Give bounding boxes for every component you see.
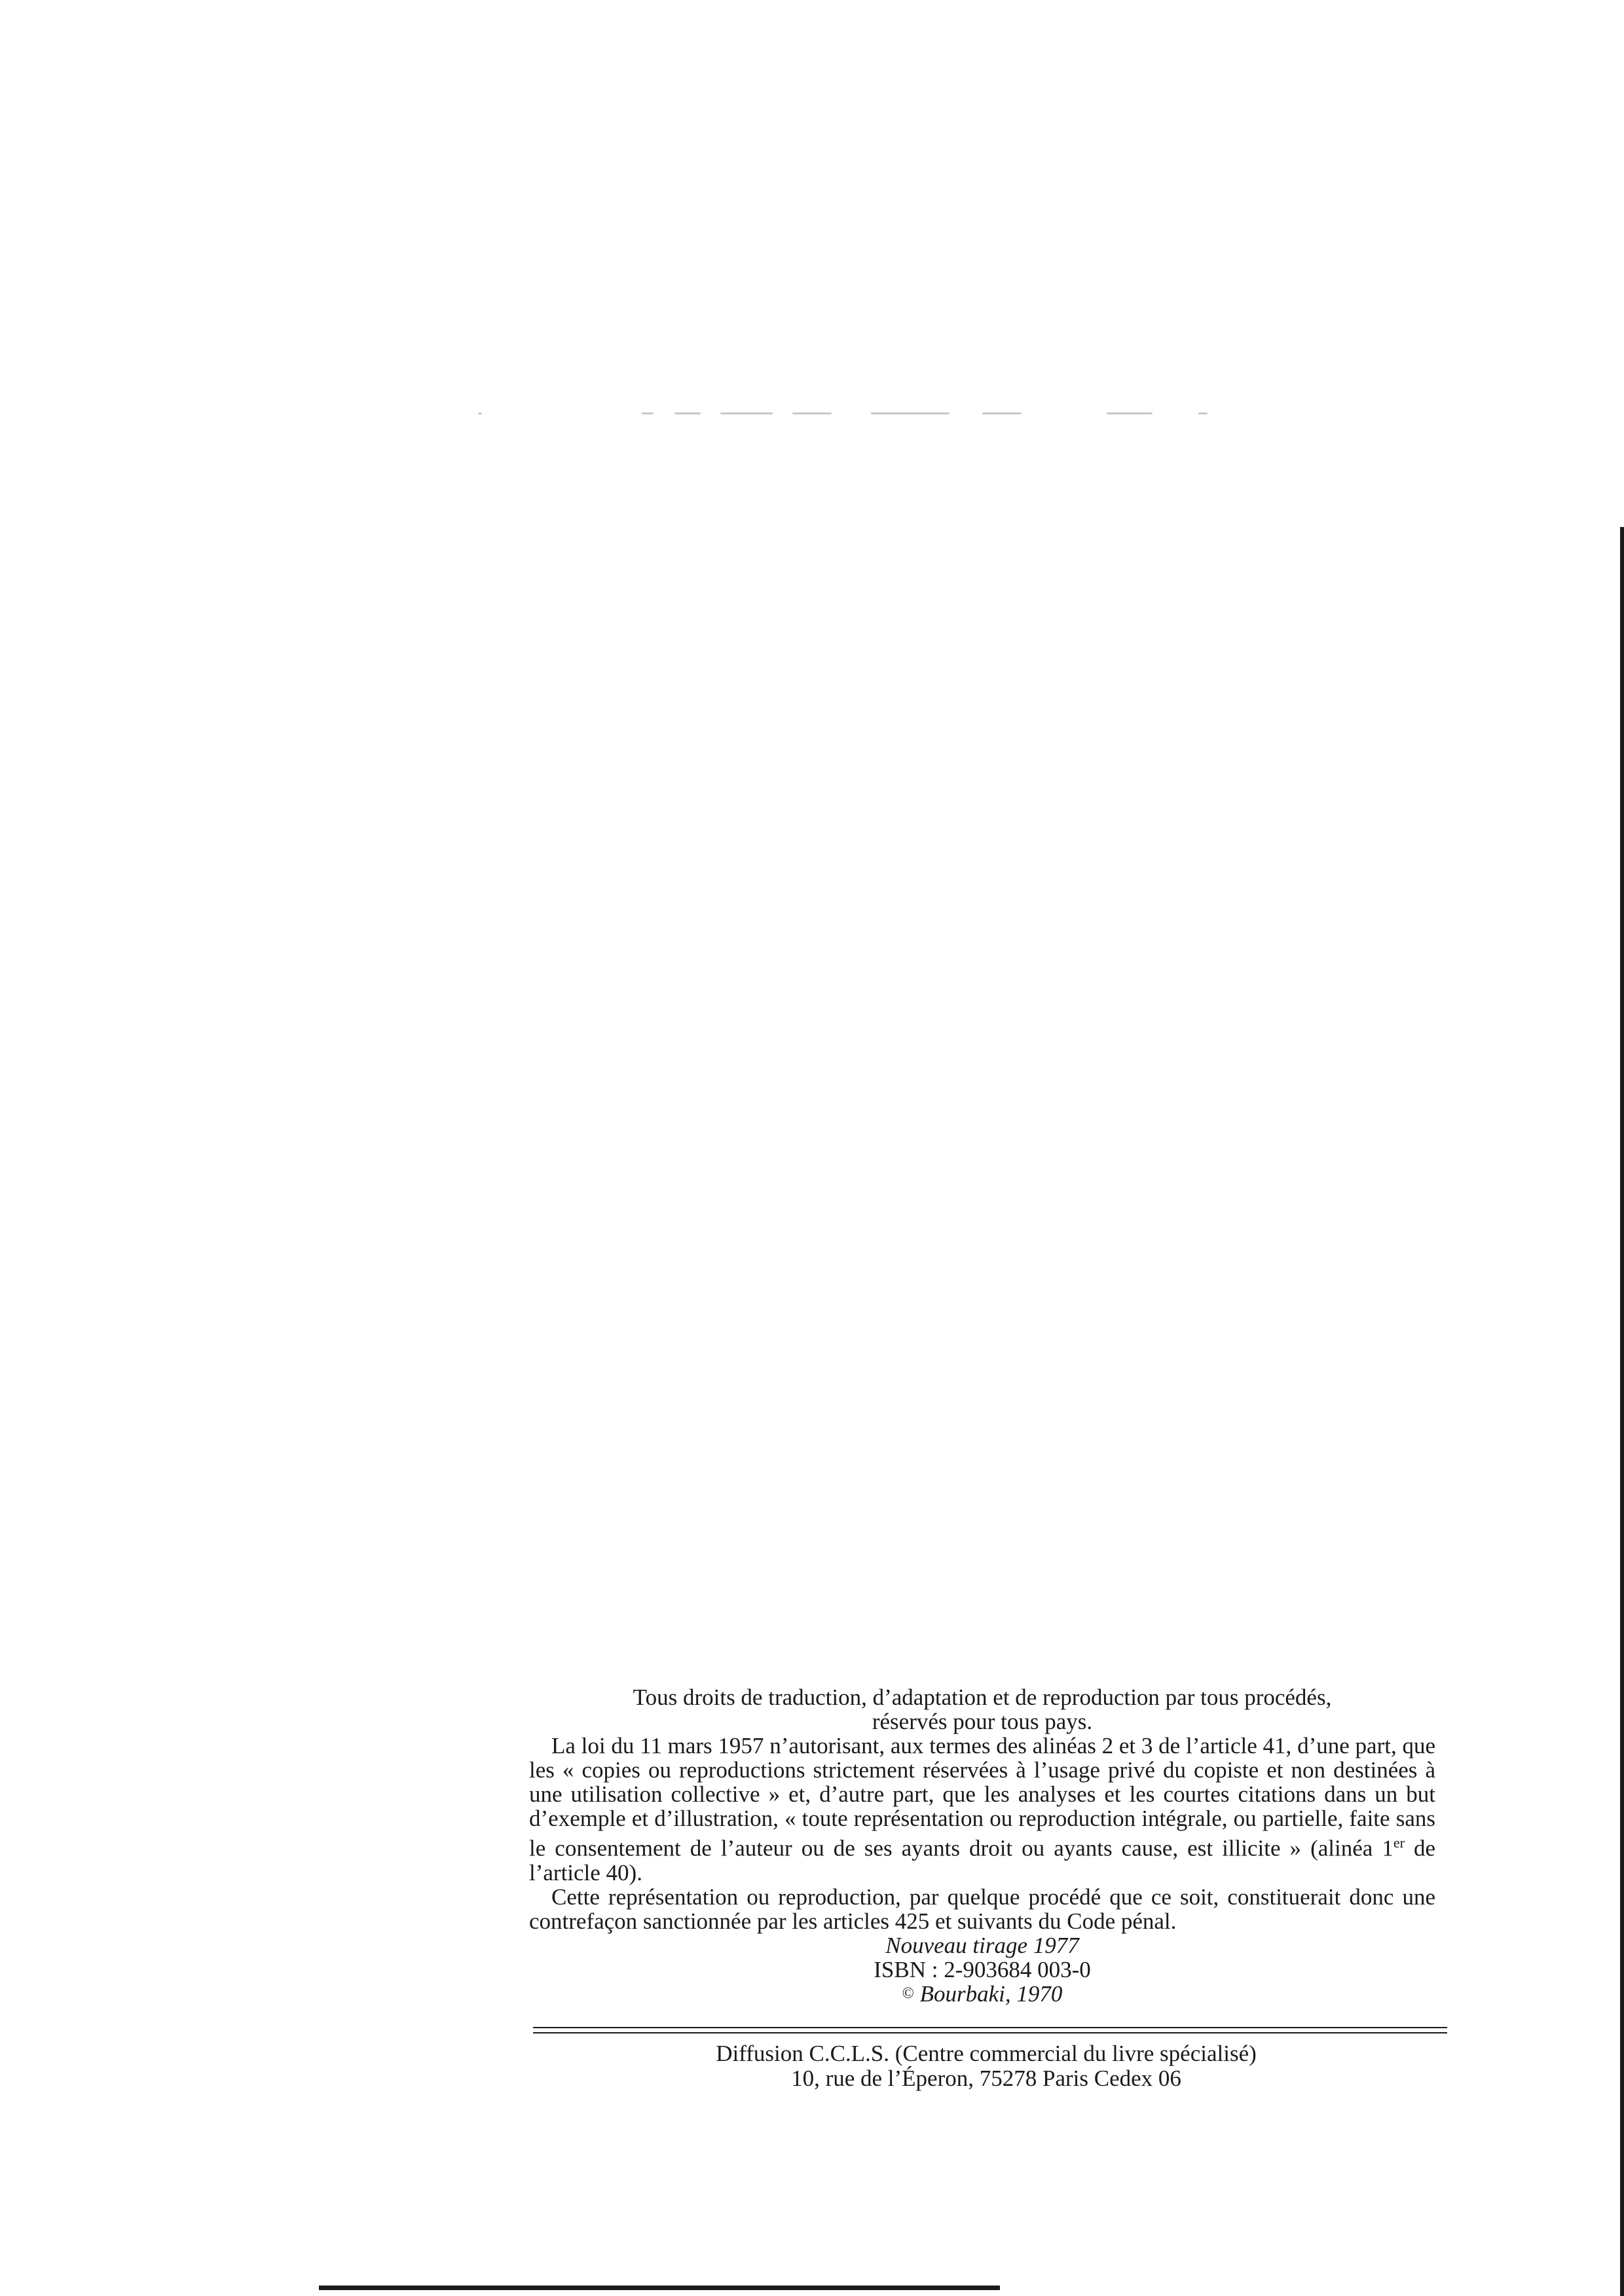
separator-rule-bottom [533, 2032, 1447, 2033]
distribution-notice [529, 2041, 1443, 2091]
scan-edge-right [1620, 527, 1624, 2296]
law-paragraph-1-end: de l’article 40). [529, 1835, 1435, 1886]
rights-heading-line-2: réservés pour tous pays. [872, 1709, 1093, 1734]
distribution-line-1: Diffusion C.C.L.S. (Centre commercial du livre spécialisé) [716, 2041, 1257, 2066]
law-paragraph-2: Cette représentation ou reproduction, par quelque procédé que ce soit, constituerait donc une contrefaçon sanctionnée par les articles 425 et suivants du Code pénal. [529, 1884, 1435, 1934]
law-paragraph-1-text: La loi du 11 mars 1957 n’autorisant, aux termes des alinéas 2 et 3 de l’article 41, d’une part, que les « copies ou reproductions strictement réservées à l’usage privé du copiste et non destinées à une utilisation collective » et, d’autre part, que les analyses et les courtes citations dans un but d’exemple et d’illustration, « toute représentation ou reproduction intégrale, ou partielle, faite sans le consentement de l’auteur ou de ses ayants droit ou ayants cause, est illicite » (alinéa 1 [529, 1733, 1435, 1861]
isbn-line: ISBN : 2-903684 003-0 [874, 1956, 1091, 1982]
scan-edge-bottom [319, 2286, 1000, 2290]
law-paragraph-1 [529, 1734, 1435, 1885]
law-paragraph-1-superscript: er [1393, 1834, 1405, 1851]
printing-line: Nouveau tirage 1977 [885, 1932, 1079, 1958]
copyright-symbol: © [902, 1984, 914, 2002]
scan-noise [478, 412, 1225, 423]
copyright-line [529, 1982, 1435, 2006]
rights-heading-line-1: Tous droits de traduction, d’adaptation et de reproduction par tous procédés, [633, 1685, 1332, 1710]
copyright-holder: Bourbaki, 1970 [919, 1980, 1063, 2007]
separator-rule-top [533, 2027, 1447, 2028]
rights-notice [529, 1685, 1435, 2006]
distribution-line-2: 10, rue de l’Éperon, 75278 Paris Cedex 06 [791, 2066, 1181, 2091]
